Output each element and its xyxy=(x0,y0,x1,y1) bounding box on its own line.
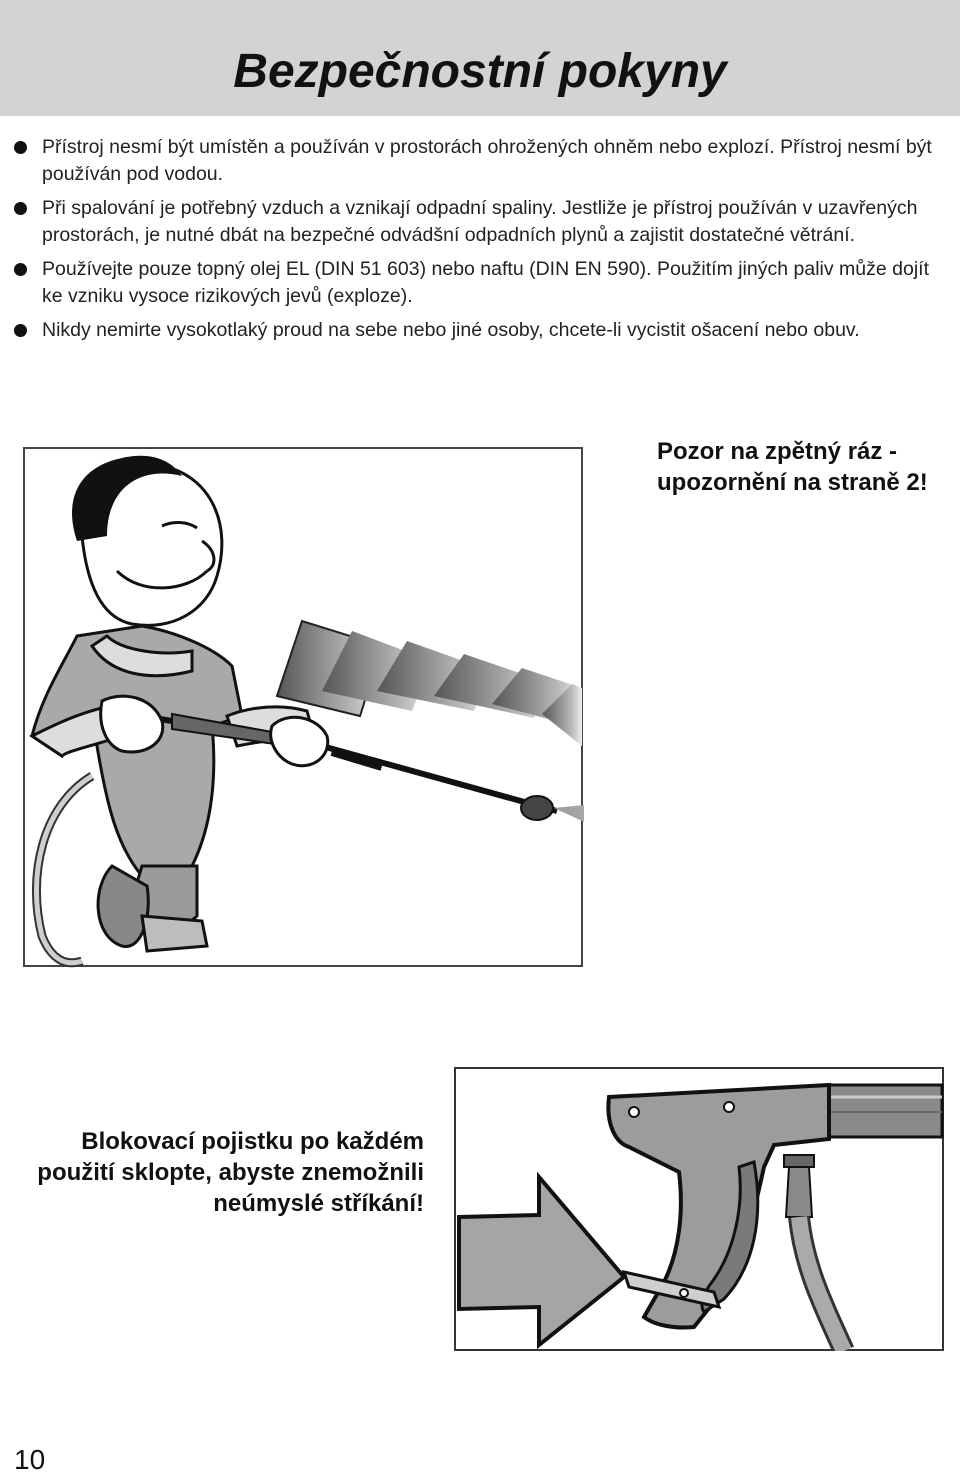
list-item xyxy=(14,134,946,188)
bullet-icon xyxy=(14,202,27,215)
safety-instructions-list xyxy=(14,134,946,351)
list-item xyxy=(14,256,946,310)
list-item-text: Používejte pouze topný olej EL (DIN 51 603) nebo naftu (DIN EN 590). Použitím jiných paliv může dojít ke vzniku vysoce rizikových jevů (exploze). xyxy=(42,258,929,307)
recoil-warning-note: Pozor na zpětný ráz - upozornění na straně 2! xyxy=(657,438,928,496)
list-item xyxy=(14,195,946,249)
list-item-text: Nikdy nemirte vysokotlaký proud na sebe nebo jiné osoby, chcete-li vycistit ošacení nebo obuv. xyxy=(42,319,860,341)
safety-lock-note: Blokovací pojistku po každém použití sklopte, abyste znemožnili neúmyslé stříkání! xyxy=(37,1128,424,1217)
bullet-icon xyxy=(14,324,27,337)
page-number: 10 xyxy=(14,1444,46,1475)
spray-gun-illustration xyxy=(454,1067,944,1351)
recoil-illustration xyxy=(22,446,584,968)
bullet-icon xyxy=(14,141,27,154)
list-item xyxy=(14,317,946,344)
bullet-icon xyxy=(14,263,27,276)
list-item-text: Při spalování je potřebný vzduch a vznikají odpadní spaliny. Jestliže je přístroj používán v uzavřených prostorách, je nutné dbát na bezpečné odvádšní odpadních plynů a zajistit dostatečné větrání. xyxy=(42,197,918,246)
page-title: Bezpečnostní pokyny xyxy=(233,45,727,98)
page-header xyxy=(0,0,960,116)
list-item-text: Přístroj nesmí být umístěn a používán v prostorách ohrožených ohněm nebo explozí. Přístroj nesmí být používán pod vodou. xyxy=(42,136,932,185)
